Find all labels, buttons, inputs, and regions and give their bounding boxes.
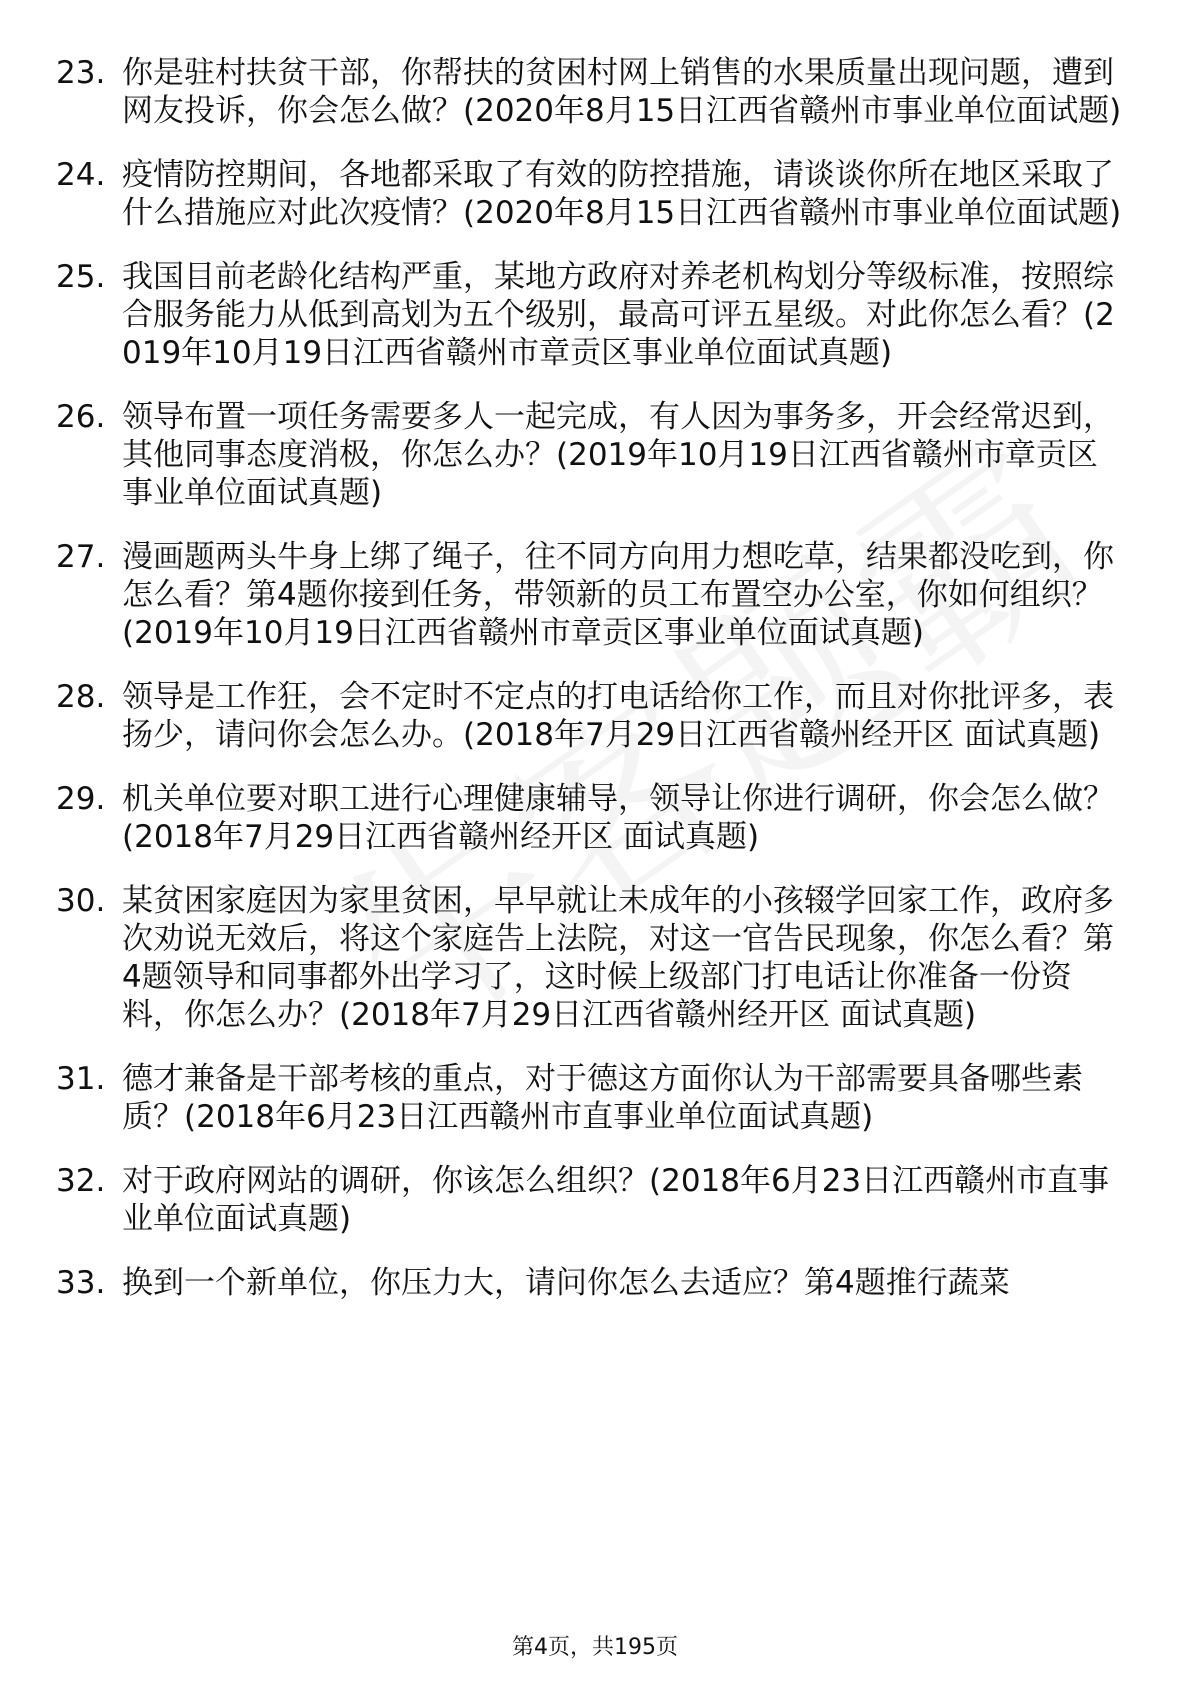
question-text: 对于政府网站的调研，你该怎么组织？(2018年6月23日江西赣州市直事业单位面试真题) xyxy=(122,1163,1110,1237)
question-number: 24. xyxy=(56,157,106,193)
question-item-30 xyxy=(56,882,1136,1034)
question-item-26 xyxy=(56,398,1136,512)
question-text: 某贫困家庭因为家里贫困，早早就让未成年的小孩辍学回家工作，政府多次劝说无效后，将这个家庭告上法院，对这一官告民现象，你怎么看？第4题领导和同事都外出学习了，这时候上级部门打电话让你准备一份资料，你怎么办？(2018年7月29日江西省赣州经开区 面试真题) xyxy=(122,883,1114,1033)
question-number: 25. xyxy=(56,259,106,295)
question-text: 疫情防控期间，各地都采取了有效的防控措施，请谈谈你所在地区采取了什么措施应对此次疫情？(2020年8月15日江西省赣州市事业单位面试题) xyxy=(122,157,1122,231)
question-item-32 xyxy=(56,1162,1136,1238)
question-number: 27. xyxy=(56,539,106,575)
question-number: 32. xyxy=(56,1163,106,1199)
question-text: 漫画题两头牛身上绑了绳子，往不同方向用力想吃草，结果都没吃到，你怎么看？第4题你接到任务，带领新的员工布置空办公室，你如何组织？(2019年10月19日江西省赣州市章贡区事业单位面试真题) xyxy=(122,539,1114,651)
question-number: 29. xyxy=(56,781,106,817)
question-text: 德才兼备是干部考核的重点，对于德这方面你认为干部需要具备哪些素质？(2018年6月23日江西赣州市直事业单位面试真题) xyxy=(122,1061,1083,1135)
page-footer: 第4页，共195页 xyxy=(512,1635,678,1660)
question-number: 33. xyxy=(56,1265,106,1301)
question-item-29 xyxy=(56,780,1136,856)
question-number: 30. xyxy=(56,883,106,919)
question-item-23 xyxy=(56,54,1136,130)
question-item-24 xyxy=(56,156,1136,232)
question-text: 换到一个新单位，你压力大，请问你怎么去适应？第4题推行蔬菜 xyxy=(122,1265,1010,1301)
question-number: 26. xyxy=(56,399,106,435)
question-item-27 xyxy=(56,538,1136,652)
question-item-25 xyxy=(56,258,1136,372)
question-text: 领导布置一项任务需要多人一起完成，有人因为事务多，开会经常迟到，其他同事态度消极，你怎么办？(2019年10月19日江西省赣州市章贡区事业单位面试真题) xyxy=(122,399,1114,511)
question-item-31 xyxy=(56,1060,1136,1136)
question-text: 你是驻村扶贫干部，你帮扶的贫困村网上销售的水果质量出现问题，遭到网友投诉，你会怎么做？(2020年8月15日江西省赣州市事业单位面试题) xyxy=(122,55,1122,129)
question-text: 领导是工作狂，会不定时不定点的打电话给你工作，而且对你批评多，表扬少，请问你会怎么办。(2018年7月29日江西省赣州经开区 面试真题) xyxy=(122,679,1114,753)
question-number: 31. xyxy=(56,1061,106,1097)
question-number: 23. xyxy=(56,55,106,91)
question-text: 机关单位要对职工进行心理健康辅导，领导让你进行调研，你会怎么做？(2018年7月29日江西省赣州经开区 面试真题) xyxy=(122,781,1114,855)
question-number: 28. xyxy=(56,679,106,715)
question-list xyxy=(56,54,1136,1328)
question-item-33 xyxy=(56,1264,1136,1302)
question-text: 我国目前老龄化结构严重，某地方政府对养老机构划分等级标准，按照综合服务能力从低到高划为五个级别，最高可评五星级。对此你怎么看？(2019年10月19日江西省赣州市章贡区事业单位面试真题) xyxy=(122,259,1115,371)
question-item-28 xyxy=(56,678,1136,754)
